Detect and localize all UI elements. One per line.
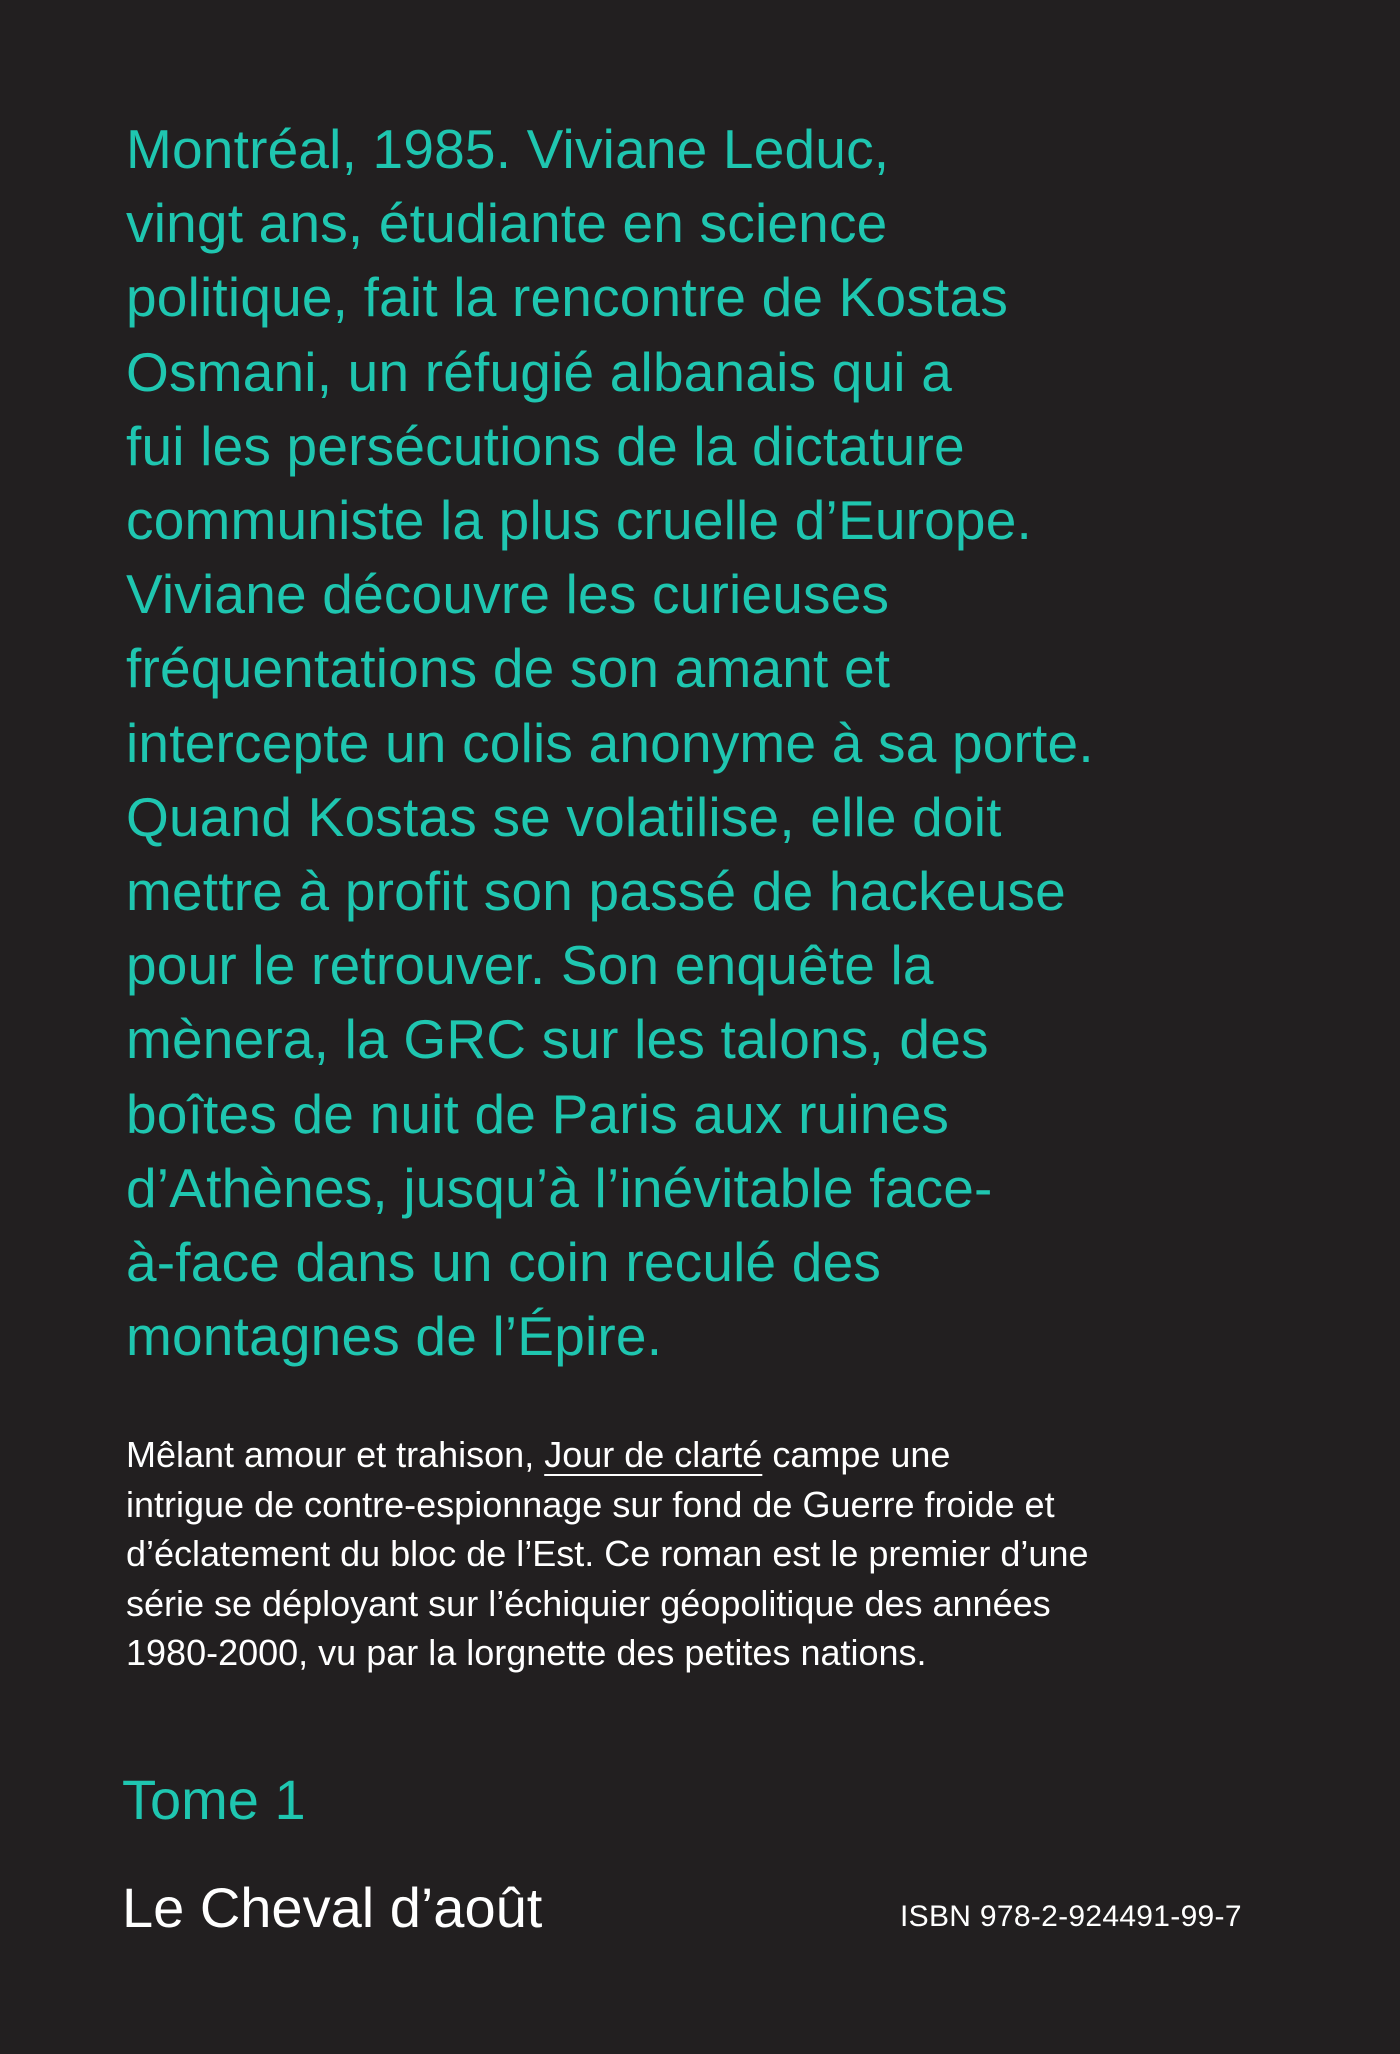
synopsis-line: boîtes de nuit de Paris aux ruines — [126, 1082, 950, 1145]
synopsis-line: Quand Kostas se volatilise, elle doit — [126, 785, 1002, 848]
synopsis-line: pour le retrouver. Son enquête la — [126, 934, 934, 997]
blurb-line: 1980-2000, vu par la lorgnette des petites nations. — [126, 1632, 927, 1673]
volume-label: Tome 1 — [122, 1768, 306, 1831]
book-title-reference: Jour de clarté — [544, 1434, 763, 1475]
synopsis-line: mettre à profit son passé de hackeuse — [126, 860, 1066, 923]
synopsis-line: fréquentations de son amant et — [126, 637, 891, 700]
blurb-text: Mêlant amour et trahison, — [126, 1434, 545, 1475]
synopsis-line: à-face dans un coin reculé des — [126, 1231, 882, 1294]
blurb-line: d’éclatement du bloc de l’Est. Ce roman est le premier d’une — [126, 1533, 1089, 1574]
synopsis-line: Viviane découvre les curieuses — [126, 563, 890, 626]
synopsis — [126, 112, 1306, 1373]
blurb-line: intrigue de contre-espionnage sur fond de Guerre froide et — [126, 1483, 1055, 1525]
synopsis-line: fui les persécutions de la dictature — [126, 414, 965, 477]
synopsis-line: mènera, la GRC sur les talons, des — [126, 1008, 989, 1071]
synopsis-line: intercepte un colis anonyme à sa porte. — [126, 711, 1094, 774]
publisher-name: Le Cheval d’août — [122, 1876, 543, 1939]
blurb-text: campe une — [762, 1434, 951, 1475]
synopsis-line: Osmani, un réfugié albanais qui a — [126, 340, 952, 403]
blurb-line: série se déployant sur l’échiquier géopolitique des années — [126, 1582, 1051, 1624]
synopsis-line: communiste la plus cruelle d’Europe. — [126, 489, 1032, 552]
synopsis-line: vingt ans, étudiante en science — [126, 192, 888, 255]
synopsis-line: Montréal, 1985. Viviane Leduc, — [126, 118, 890, 180]
synopsis-line: d’Athènes, jusqu’à l’inévitable face- — [126, 1156, 993, 1219]
synopsis-line: montagnes de l’Épire. — [126, 1305, 663, 1368]
synopsis-line: politique, fait la rencontre de Kostas — [126, 266, 1009, 329]
isbn-number: ISBN 978-2-924491-99-7 — [900, 1900, 1242, 1933]
blurb-line — [126, 1430, 1306, 1480]
blurb — [126, 1430, 1306, 1678]
